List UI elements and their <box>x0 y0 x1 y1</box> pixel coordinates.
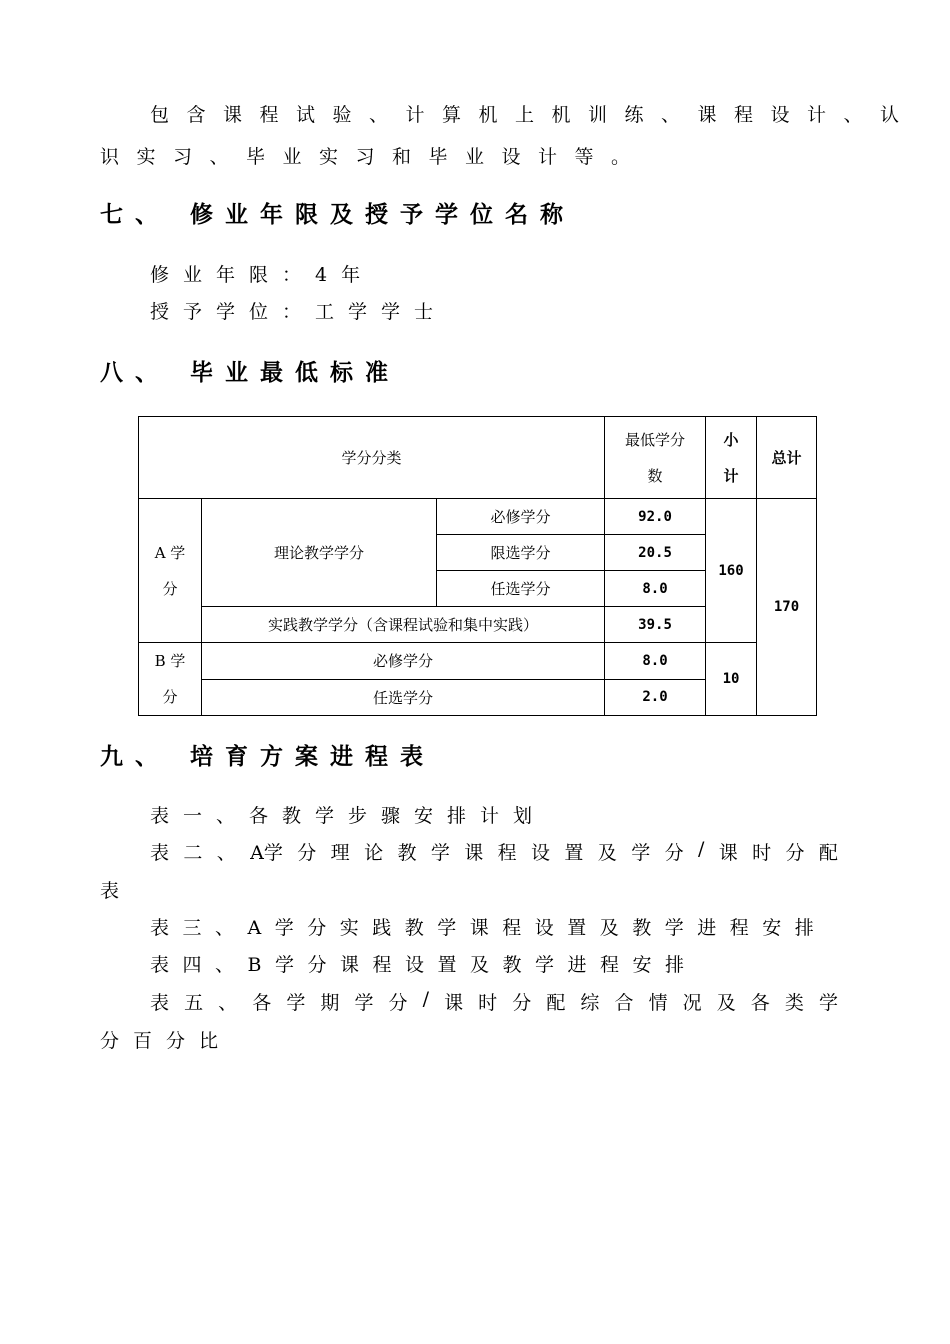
group-b-subtotal: 10 <box>706 643 757 716</box>
group-a-label <box>139 499 202 643</box>
text-glyph: 分 <box>388 992 408 1014</box>
text-glyph: 各 <box>252 992 272 1014</box>
group-b-label-line-2: 分 <box>162 688 178 706</box>
text-glyph: 综 <box>580 992 600 1014</box>
schedule-table-2-continued: 表 <box>100 880 135 902</box>
text-glyph: 设 <box>531 842 551 864</box>
header-category: 学分分类 <box>139 417 605 499</box>
header-total: 总计 <box>757 417 817 499</box>
header-min-credits-line-1: 最低学分 <box>625 430 686 449</box>
text-glyph: 置 <box>564 842 584 864</box>
text-glyph: 情 <box>648 992 668 1014</box>
schedule-table-4: 表四、B学分课程设置及教学进程安排 <box>150 954 698 976</box>
b-required-label: 必修学分 <box>202 643 605 680</box>
text-glyph: 分 <box>785 842 805 864</box>
table-header-row <box>139 417 817 499</box>
grand-total: 170 <box>757 499 817 716</box>
schedule-table-5-continued: 分百分比 <box>100 1030 233 1052</box>
b-elective-label: 任选学分 <box>202 679 605 716</box>
practice-credits-value: 39.5 <box>605 607 706 643</box>
text-glyph: 合 <box>614 992 634 1014</box>
text-glyph: 学 <box>354 992 374 1014</box>
table-row <box>139 499 817 535</box>
text-glyph: 期 <box>320 992 340 1014</box>
a-required-value: 92.0 <box>605 499 706 535</box>
header-subtotal-line-2: 计 <box>723 466 739 485</box>
a-elective-label: 任选学分 <box>437 571 605 607</box>
text-glyph: 、 <box>216 842 236 864</box>
text-glyph: 课 <box>444 992 464 1014</box>
text-glyph: 学 <box>631 842 651 864</box>
group-b-label <box>139 643 202 716</box>
text-glyph: 时 <box>478 992 498 1014</box>
group-a-label-line-1: A 学 <box>154 543 186 562</box>
text-glyph: 况 <box>682 992 702 1014</box>
table-row <box>139 643 817 680</box>
schedule-table-1: 表一、各教学步骤安排计划 <box>150 805 547 827</box>
text-glyph: 表 <box>150 992 170 1014</box>
schedule-table-5 <box>150 988 838 1015</box>
text-glyph: / <box>697 838 705 860</box>
header-subtotal <box>706 417 757 499</box>
header-subtotal-line-1: 小 <box>723 430 739 449</box>
section-9-heading: 九、 培育方案进程表 <box>100 744 436 770</box>
a-limited-value: 20.5 <box>605 535 706 571</box>
text-glyph: 学 <box>818 992 838 1014</box>
text-glyph: 课 <box>718 842 738 864</box>
text-glyph: 、 <box>218 992 238 1014</box>
text-glyph: 理 <box>330 842 350 864</box>
text-glyph: 时 <box>752 842 772 864</box>
section-8-heading: 八、 毕业最低标准 <box>100 360 401 386</box>
group-a-label-line-2: 分 <box>162 579 178 598</box>
text-glyph: 及 <box>716 992 736 1014</box>
schedule-table-3: 表三、A学分实践教学课程设置及教学进程安排 <box>150 917 828 939</box>
theory-credits-label: 理论教学学分 <box>202 499 437 607</box>
group-b-label-line-1: B 学 <box>154 652 186 670</box>
text-glyph: / <box>422 988 430 1010</box>
b-required-value: 8.0 <box>605 643 706 680</box>
practice-credits-label: 实践教学学分（含课程试验和集中实践） <box>202 607 605 643</box>
a-required-label: 必修学分 <box>437 499 605 535</box>
degree-awarded: 授予学位：工学学士 <box>150 301 448 323</box>
text-glyph: 分 <box>664 842 684 864</box>
text-glyph: 配 <box>818 842 838 864</box>
text-glyph: 学 <box>430 842 450 864</box>
text-glyph: 程 <box>497 842 517 864</box>
text-glyph: 及 <box>597 842 617 864</box>
text-glyph: 五 <box>184 992 204 1014</box>
a-limited-label: 限选学分 <box>437 535 605 571</box>
text-glyph: 分 <box>512 992 532 1014</box>
text-glyph: 各 <box>750 992 770 1014</box>
schedule-table-2 <box>150 838 838 865</box>
text-glyph: 二 <box>183 842 203 864</box>
text-glyph: 配 <box>546 992 566 1014</box>
text-glyph: 教 <box>397 842 417 864</box>
header-min-credits-line-2: 数 <box>647 466 663 485</box>
text-glyph: A学 <box>250 842 283 864</box>
text-glyph: 论 <box>364 842 384 864</box>
intro-line-1: 包含课程试验、计算机上机训练、课程设计、认 <box>150 104 917 126</box>
section-7-heading: 七、 修业年限及授予学位名称 <box>100 202 576 228</box>
text-glyph: 分 <box>297 842 317 864</box>
text-glyph: 类 <box>784 992 804 1014</box>
b-elective-value: 2.0 <box>605 679 706 716</box>
study-duration: 修业年限：4年 <box>150 264 375 286</box>
text-glyph: 学 <box>286 992 306 1014</box>
header-min-credits <box>605 417 706 499</box>
graduation-credits-table <box>138 416 817 716</box>
text-glyph: 课 <box>464 842 484 864</box>
a-elective-value: 8.0 <box>605 571 706 607</box>
group-a-subtotal: 160 <box>706 499 757 643</box>
intro-line-2: 识实习、毕业实习和毕业设计等。 <box>100 146 648 168</box>
text-glyph: 表 <box>150 842 170 864</box>
